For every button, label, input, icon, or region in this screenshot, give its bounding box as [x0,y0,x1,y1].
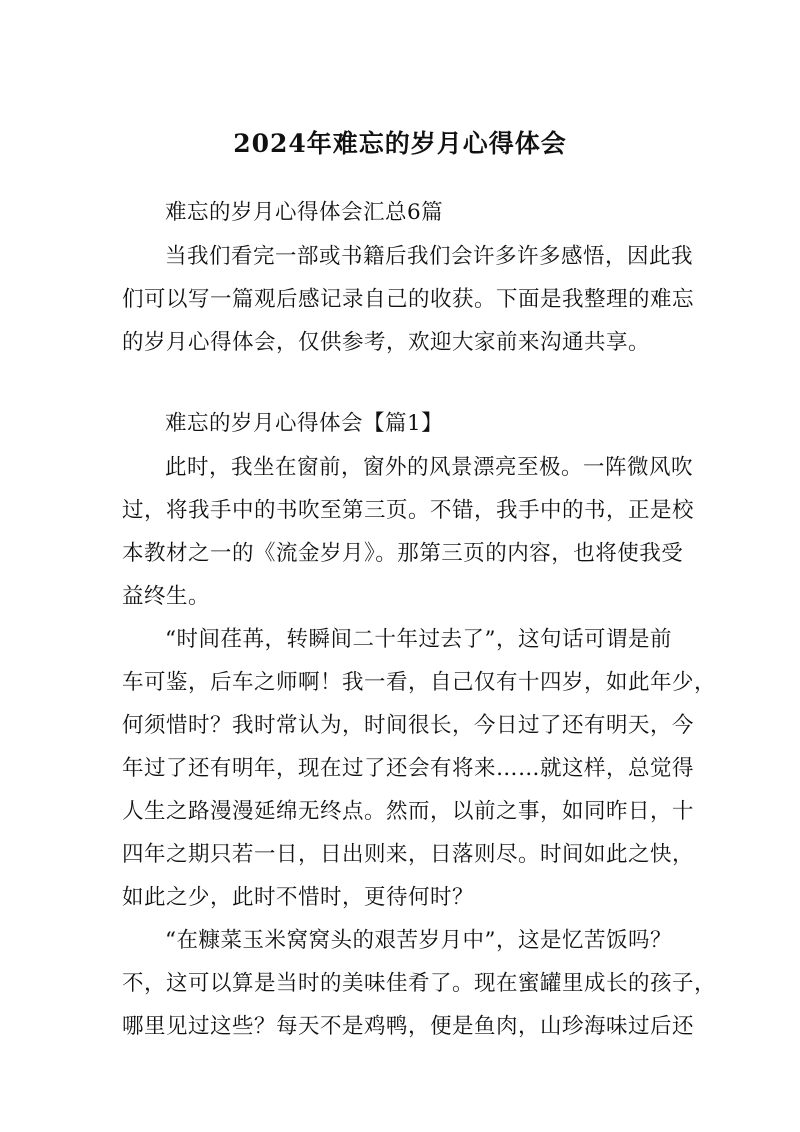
intro-line: 当我们看完一部或书籍后我们会许多许多感悟，因此我 [165,244,694,269]
intro-line: 们可以写一篇观后感记录自己的收获。下面是我整理的难忘 [122,287,695,312]
page-title: 2024年难忘的岁月心得体会 [233,129,567,158]
paragraph-line: 过，将我手中的书吹至第三页。不错，我手中的书，正是校 [122,498,695,523]
paragraph-line: “时间荏苒，转瞬间二十年过去了”，这句话可谓是前 [165,627,672,652]
paragraph-line: 人生之路漫漫延绵无终点。然而，以前之事，如同昨日，十 [122,799,695,824]
paragraph-line: 益终生。 [122,584,211,609]
paragraph-line: 不，这可以算是当时的美味佳肴了。现在蜜罐里成长的孩子， [122,971,717,996]
paragraph-line: 车可鉴，后车之师啊！我一看，自己仅有十四岁，如此年少， [122,670,717,695]
subtitle: 难忘的岁月心得体会汇总6篇 [165,200,444,225]
section-heading: 难忘的岁月心得体会【篇1】 [165,411,444,436]
paragraph-line: 本教材之一的《流金岁月》。那第三页的内容，也将使我受 [122,541,684,566]
paragraph-line: 如此之少，此时不惜时，更待何时？ [122,885,475,910]
paragraph-line: 哪里见过这些？每天不是鸡鸭，便是鱼肉，山珍海味过后还 [122,1014,695,1039]
paragraph-line: 此时，我坐在窗前，窗外的风景漂亮至极。一阵微风吹 [165,455,694,480]
paragraph-line: 四年之期只若一日，日出则来，日落则尽。时间如此之快， [122,842,695,867]
intro-line: 的岁月心得体会，仅供参考，欢迎大家前来沟通共享。 [122,330,651,355]
paragraph-line: “在糠菜玉米窝窝头的艰苦岁月中”，这是忆苦饭吗？ [165,928,672,953]
paragraph-line: 年过了还有明年，现在过了还会有将来……就这样，总觉得 [122,756,695,781]
paragraph-line: 何须惜时？我时常认为，时间很长，今日过了还有明天，今 [122,713,695,738]
